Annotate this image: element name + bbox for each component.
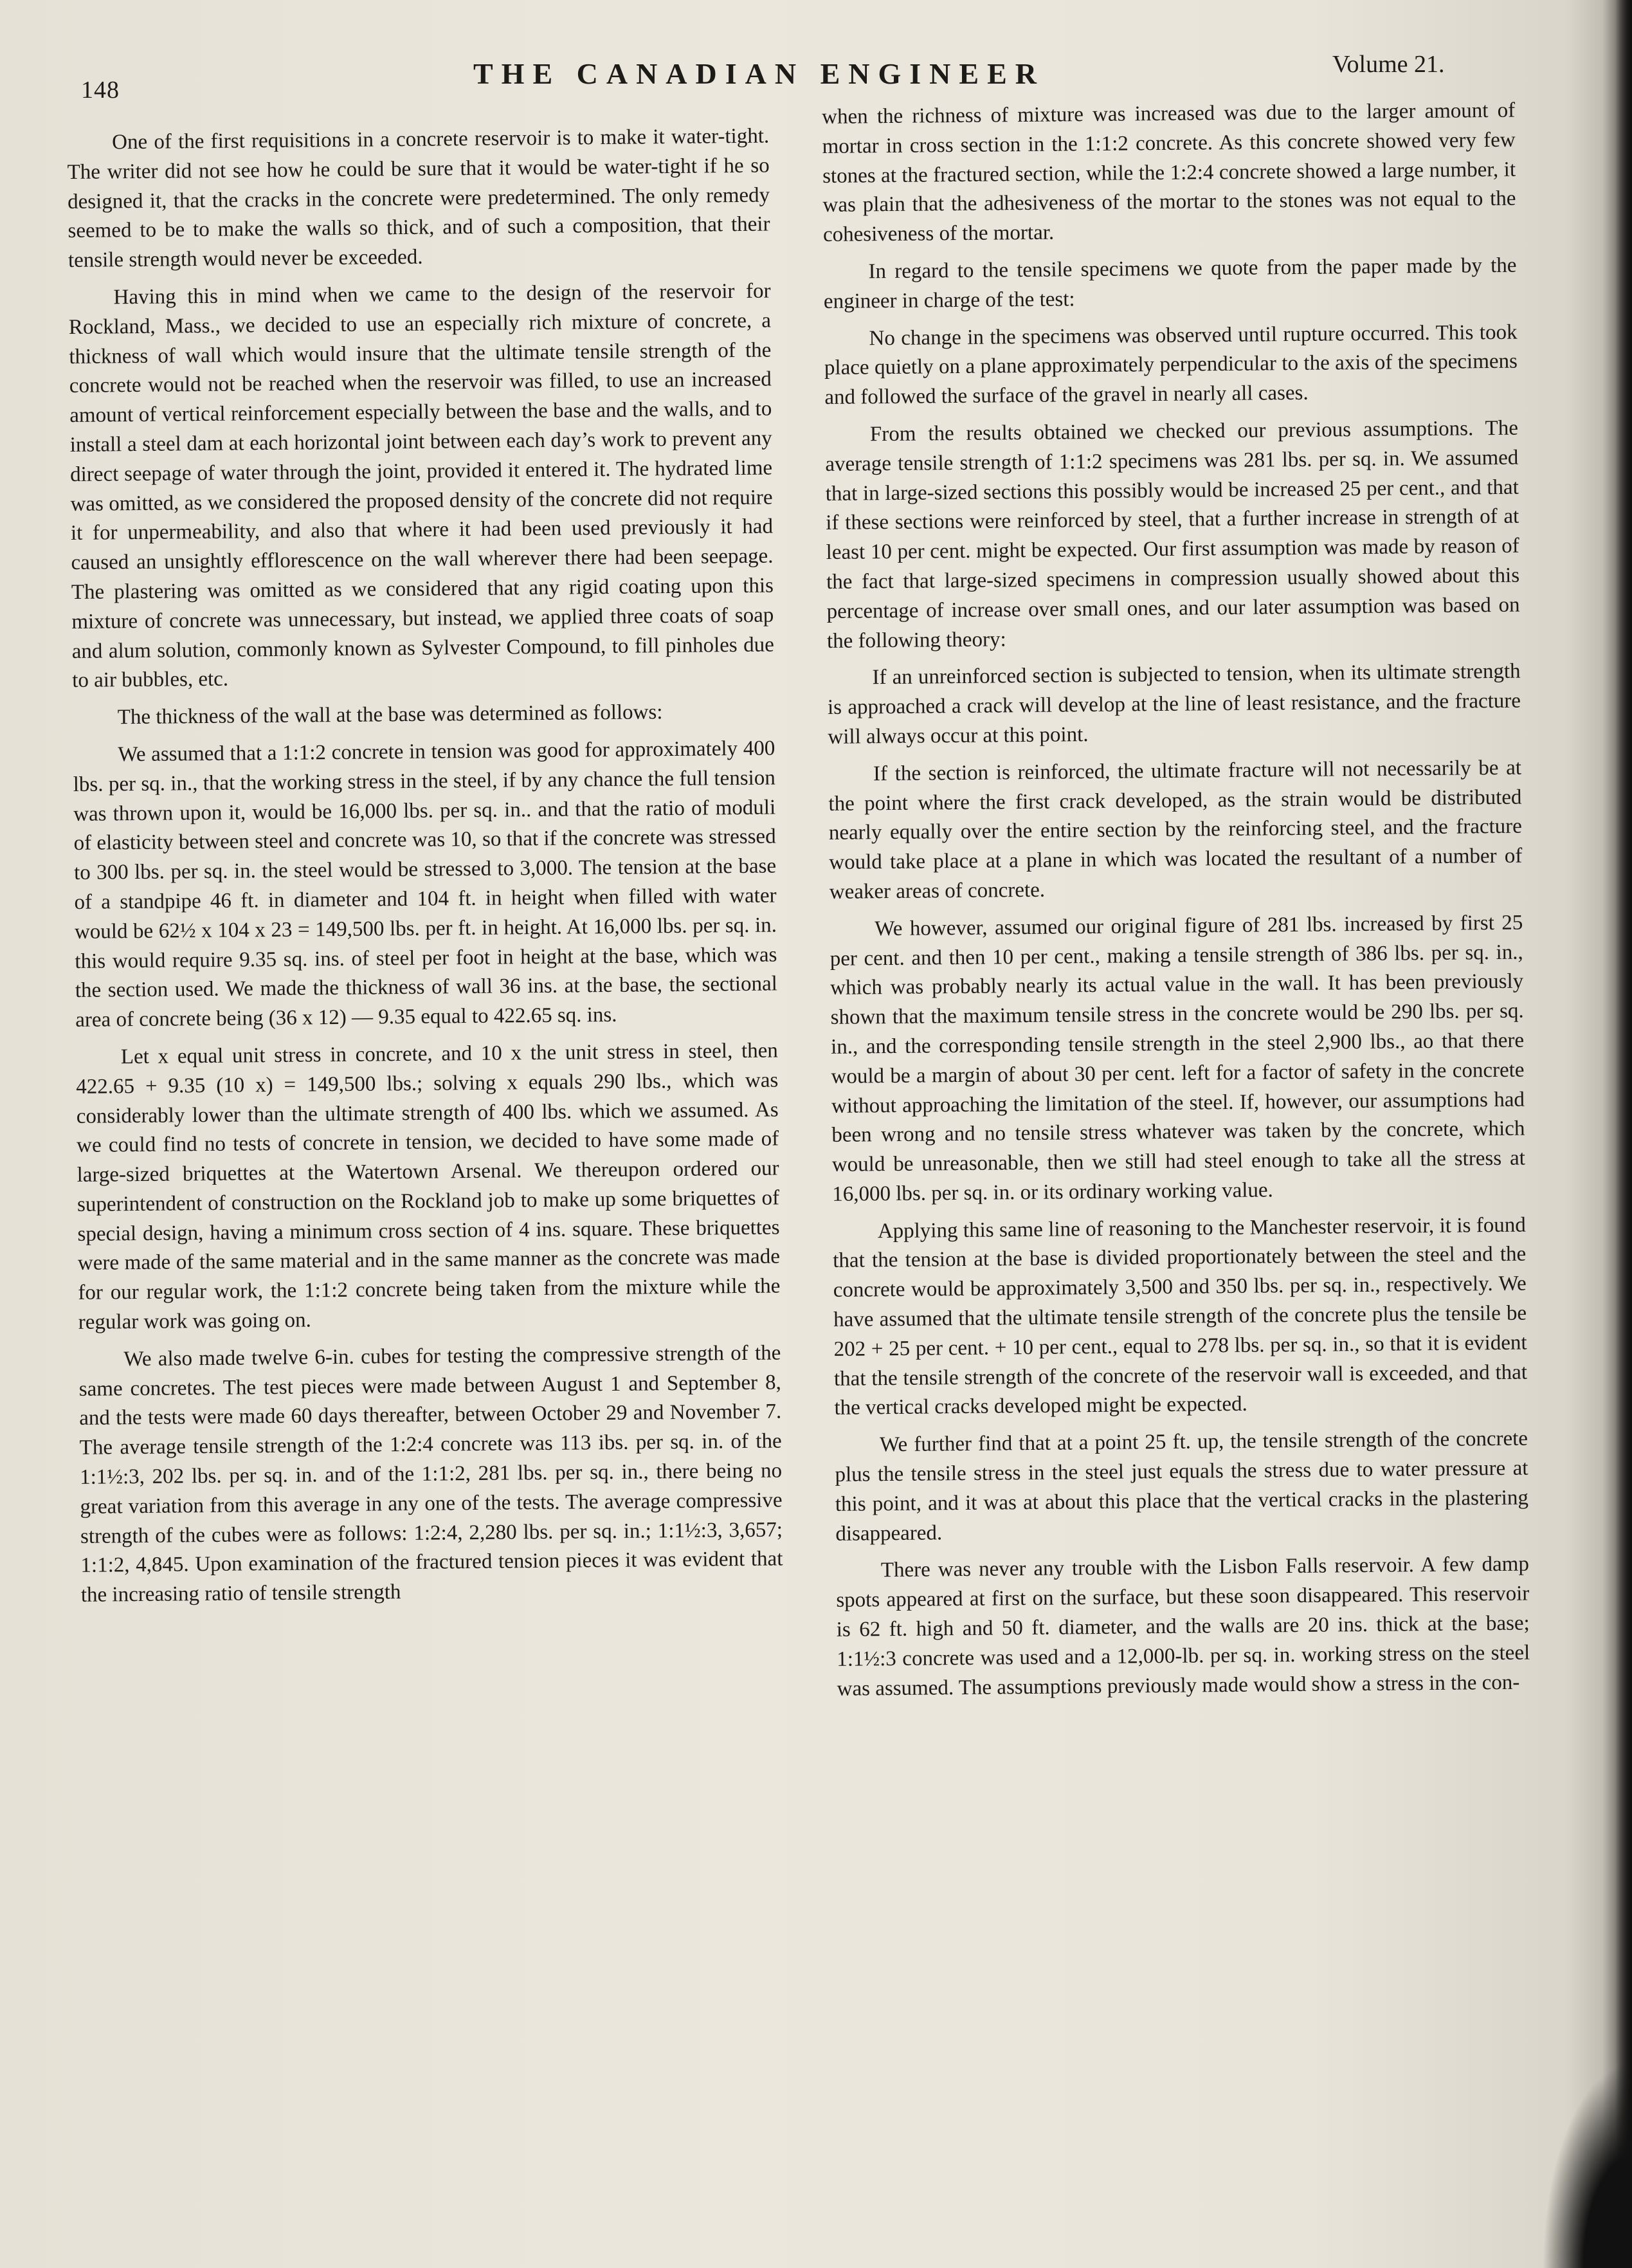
- page-corner-curl: [1542, 2062, 1632, 2268]
- paragraph: We further find that at a point 25 ft. up, the tensile strength of the concrete plus the tensile stress in the steel just equals the stress due to water pressure at this point, and it was at about this place that the vertical cracks in the plastering disappeared.: [835, 1427, 1529, 1546]
- paragraph: Let x equal unit stress in concrete, and 10 x the unit stress in steel, then 422.65 + 9.35 (10 x) = 149,500 lbs.; solving x equals 290 lbs., which was considerably lower than the ultimate strength of 400 lbs. which we assumed. As we could find no tests of concrete in tension, we decided to have some made of large-sized briquettes at the Watertown Arsenal. We thereupon ordered our superintendent of construction on the Rockland job to make up some briquettes of special design, having a minimum cross section of 4 ins. square. These briquettes were made of the same material and in the same manner as the concrete was made for our regular work, the 1:1:2 concrete being taken from the mixture while the regular work was going on.: [76, 1039, 781, 1334]
- page-number: 148: [81, 77, 120, 104]
- paragraph: We also made twelve 6-in. cubes for testing the compressive strength of the same concretes. The test pieces were made between August 1 and September 8, and the tests were made 60 days thereafter, between October 29 and November 7. The average tensile strength of the 1:2:4 concrete was 113 ibs. per sq. in. of the 1:1½:3, 202 lbs. per sq. in. and of the 1:1:2, 281 lbs. per sq. in., there being no great variation from this average in any one of the tests. The average compressive strength of the cubes were as follows: 1:2:4, 2,280 lbs. per sq. in.; 1:1½:3, 3,657; 1:1:2, 4,845. Upon examination of the fractured tension pieces it was evident that the increasing ratio of tensile strength: [78, 1341, 783, 1607]
- volume-label: Volume 21.: [1332, 51, 1445, 78]
- paragraph: If an unreinforced section is subjected to tension, when its ultimate strength is approached a crack will develop at the line of least resistance, and the fracture will always occur at this point.: [827, 659, 1521, 749]
- paragraph: The thickness of the wall at the base was determined as follows:: [117, 700, 663, 729]
- paragraph: If the section is reinforced, the ultimate fracture will not necessarily be at the point where the first crack developed, as the strain would be distributed nearly equally over the entire section by the reinforcing steel, and the fracture would take place at a plane in which was located the resultant of a number of weaker areas of concrete.: [828, 756, 1523, 904]
- paragraph: One of the first requisitions in a concrete reservoir is to make it water-tight. The writer did not see how he could be sure that it would be water-tight if he so designed it, that the cracks in the concrete were predetermined. The only remedy seemed to be to make the walls so thick, and of such a composition, that their tensile strength would never be exceeded.: [67, 124, 770, 273]
- page-edge-shadow: [1602, 0, 1632, 2268]
- paragraph: We assumed that a 1:1:2 concrete in tension was good for approximately 400 lbs. per sq. in., that the working stress in the steel, if by any chance the full tension was thrown upon it, would be 16,000 lbs. per sq. in.. and that the ratio of moduli of elasticity between steel and concrete was 10, so that if the concrete was stressed to 300 lbs. per sq. in. the steel would be stressed to 3,000. The tension at the base of a standpipe 46 ft. in diameter and 104 ft. in height when filled with water would be 62½ x 104 x 23 = 149,500 lbs. per ft. in height. At 16,000 lbs. per sq. in. this would require 9.35 sq. ins. of steel per foot in height at the base, which was the section used. We made the thickness of wall 36 ins. at the base, the sectional area of concrete being (36 x 12) — 9.35 equal to 422.65 sq. ins.: [73, 736, 777, 1032]
- left-column: [67, 122, 783, 1618]
- paragraph: Applying this same line of reasoning to the Manchester reservoir, it is found that the tension at the base is divided proportionately between the steel and the concrete would be approximately 3,500 and 350 lbs. per sq. in., respectively. We have assumed that the ultimate tensile strength of the concrete plus the tensile be 202 + 25 per cent. + 10 per cent., equal to 278 lbs. per sq. in., so that it is evident that the tensile strength of the concrete of the reservoir wall is exceeded, and that the vertical cracks developed might be expected.: [833, 1213, 1528, 1420]
- paragraph: Having this in mind when we came to the design of the reservoir for Rockland, Mass., we decided to use an especially rich mixture of concrete, a thickness of wall which would insure that the ultimate tensile strength of the concrete would not be reached when the reservoir was filled, to use an increased amount of vertical reinforcement especially between the base and the walls, and to install a steel dam at each horizontal joint between each day’s work to prevent any direct seepage of water through the joint, provided it entered it. The hydrated lime was omitted, as we considered the proposed density of the concrete did not require it for unpermeability, and also that where it had been used previously it had caused an unsightly efflorescence on the wall wherever there had been seepage. The plastering was omitted as we considered that any rigid coating upon this mixture of concrete was unnecessary, but instead, we applied three coats of soap and alum solution, commonly known as Sylvester Compound, to fill pinholes due to air bubbles, etc.: [68, 279, 774, 693]
- paragraph: In regard to the tensile specimens we quote from the paper made by the engineer in charge of the test:: [823, 253, 1517, 313]
- paragraph: There was never any trouble with the Lisbon Falls reservoir. A few damp spots appeared at first on the surface, but these soon disappeared. This reservoir is 62 ft. high and 50 ft. diameter, and the walls are 20 ins. thick at the base; 1:1½:3 concrete was used and a 12,000-lb. per sq. in. working stress on the steel was assumed. The assumptions previously made would show a stress in the con-: [836, 1553, 1530, 1701]
- paragraph: From the results obtained we checked our previous assumptions. The average tensile strength of 1:1:2 specimens was 281 lbs. per sq. in. We assumed that in large-sized sections this possibly would be increased 25 per cent., and that if these sections were reinforced by steel, that a further increase in strength of at least 10 per cent. might be expected. Our first assumption was made by reason of the fact that large-sized specimens in compression usually showed about this percentage of increase over small ones, and our later assumption was based on the following theory:: [825, 416, 1520, 653]
- paragraph: We however, assumed our original figure of 281 lbs. increased by first 25 per cent. and then 10 per cent., making a tensile strength of 386 lbs. per sq. in., which was probably nearly its actual value in the wall. It has been previously shown that the maximum tensile stress in the concrete would be 290 lbs. per sq. in., and the corresponding tensile strength in the steel 2,900 lbs., ao that there would be a margin of about 30 per cent. left for a factor of safety in the concrete without approaching the limitation of the steel. If, however, our assumptions had been wrong and no tensile stress whatever was taken by the concrete, which would be unreasonable, then we still had steel enough to take all the stress at 16,000 lbs. per sq. in. or its ordinary working value.: [830, 911, 1525, 1206]
- journal-title: THE CANADIAN ENGINEER: [473, 57, 1045, 90]
- right-column: [822, 96, 1530, 1712]
- paragraph: No change in the specimens was observed until rupture occurred. This took place quietly on a plane approximately perpendicular to the axis of the specimens and followed the surface of the gravel in nearly all cases.: [824, 320, 1518, 410]
- paragraph: when the richness of mixture was increased was due to the larger amount of mortar in cross section in the 1:1:2 concrete. As this concrete showed very few stones at the fractured section, while the 1:2:4 concrete showed a large number, it was plain that the adhesiveness of the mortar to the stones was not equal to the cohesiveness of the mortar.: [822, 98, 1516, 247]
